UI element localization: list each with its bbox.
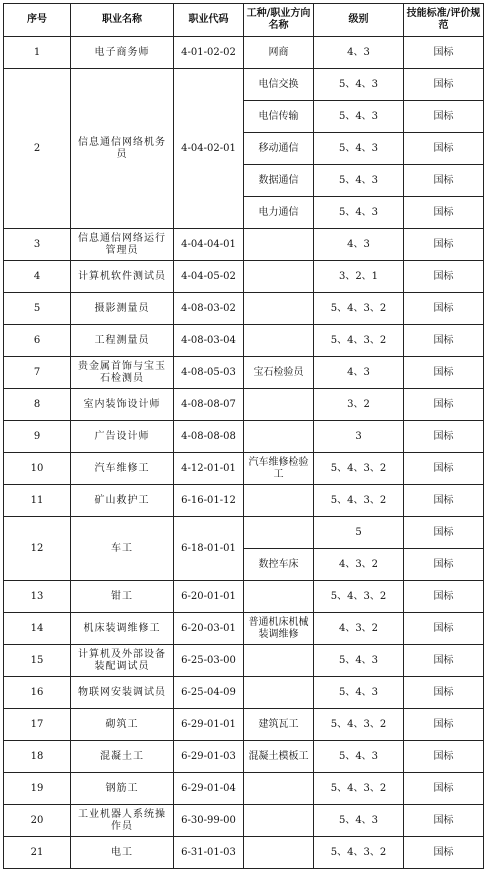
table-row xyxy=(4,293,484,325)
cell-code: 4-08-05-03 xyxy=(174,357,244,389)
cell-name: 砌筑工 xyxy=(71,709,174,741)
header-occupation-name: 职业名称 xyxy=(71,4,174,37)
cell-direction xyxy=(244,293,314,325)
cell-name: 钢筋工 xyxy=(71,773,174,805)
table-row xyxy=(4,709,484,741)
cell-code: 6-29-01-03 xyxy=(174,741,244,773)
cell-direction xyxy=(244,517,314,549)
cell-serial: 10 xyxy=(4,453,71,485)
cell-standard: 国标 xyxy=(404,837,484,869)
cell-direction xyxy=(244,229,314,261)
cell-level: 5、4、3、2 xyxy=(314,485,404,517)
cell-standard: 国标 xyxy=(404,805,484,837)
cell-level: 3 xyxy=(314,421,404,453)
cell-standard: 国标 xyxy=(404,229,484,261)
cell-standard: 国标 xyxy=(404,645,484,677)
cell-serial: 12 xyxy=(4,517,71,581)
cell-level: 5、4、3 xyxy=(314,805,404,837)
cell-serial: 4 xyxy=(4,261,71,293)
cell-code: 6-29-01-04 xyxy=(174,773,244,805)
cell-name: 工业机器人系统操作员 xyxy=(71,805,174,837)
cell-level: 5、4、3、2 xyxy=(314,293,404,325)
cell-direction: 网商 xyxy=(244,37,314,69)
cell-direction: 电信交换 xyxy=(244,69,314,101)
cell-name: 矿山救护工 xyxy=(71,485,174,517)
cell-standard: 国标 xyxy=(404,357,484,389)
cell-standard: 国标 xyxy=(404,773,484,805)
cell-standard: 国标 xyxy=(404,389,484,421)
cell-standard: 国标 xyxy=(404,293,484,325)
cell-level: 5、4、3 xyxy=(314,741,404,773)
cell-serial: 17 xyxy=(4,709,71,741)
cell-code: 6-20-01-01 xyxy=(174,581,244,613)
cell-serial: 6 xyxy=(4,325,71,357)
cell-direction xyxy=(244,837,314,869)
cell-level: 3、2、1 xyxy=(314,261,404,293)
cell-code: 6-31-01-03 xyxy=(174,837,244,869)
cell-standard: 国标 xyxy=(404,133,484,165)
table-row xyxy=(4,645,484,677)
cell-name: 混凝土工 xyxy=(71,741,174,773)
cell-name: 工程测量员 xyxy=(71,325,174,357)
cell-standard: 国标 xyxy=(404,581,484,613)
cell-serial: 8 xyxy=(4,389,71,421)
cell-level: 5、4、3 xyxy=(314,165,404,197)
cell-name: 信息通信网络运行管理员 xyxy=(71,229,174,261)
cell-standard: 国标 xyxy=(404,165,484,197)
cell-serial: 7 xyxy=(4,357,71,389)
cell-code: 4-08-08-07 xyxy=(174,389,244,421)
cell-serial: 16 xyxy=(4,677,71,709)
table-row xyxy=(4,485,484,517)
cell-name: 室内装饰设计师 xyxy=(71,389,174,421)
cell-standard: 国标 xyxy=(404,37,484,69)
header-occupation-code: 职业代码 xyxy=(174,4,244,37)
cell-name: 广告设计师 xyxy=(71,421,174,453)
cell-name: 计算机及外部设备装配调试员 xyxy=(71,645,174,677)
cell-code: 6-18-01-01 xyxy=(174,517,244,581)
table-row xyxy=(4,613,484,645)
cell-standard: 国标 xyxy=(404,421,484,453)
cell-level: 5 xyxy=(314,517,404,549)
cell-name: 汽车维修工 xyxy=(71,453,174,485)
cell-level: 5、4、3 xyxy=(314,69,404,101)
cell-level: 5、4、3 xyxy=(314,101,404,133)
cell-serial: 14 xyxy=(4,613,71,645)
cell-level: 3、2 xyxy=(314,389,404,421)
cell-direction: 宝石检验员 xyxy=(244,357,314,389)
cell-standard: 国标 xyxy=(404,485,484,517)
cell-direction xyxy=(244,581,314,613)
cell-level: 5、4、3、2 xyxy=(314,709,404,741)
cell-serial: 11 xyxy=(4,485,71,517)
cell-name: 电子商务师 xyxy=(71,37,174,69)
cell-code: 4-01-02-02 xyxy=(174,37,244,69)
cell-name: 物联网安装调试员 xyxy=(71,677,174,709)
cell-name: 电工 xyxy=(71,837,174,869)
cell-serial: 9 xyxy=(4,421,71,453)
cell-standard: 国标 xyxy=(404,741,484,773)
cell-standard: 国标 xyxy=(404,677,484,709)
cell-code: 4-12-01-01 xyxy=(174,453,244,485)
cell-code: 6-30-99-00 xyxy=(174,805,244,837)
cell-code: 6-25-04-09 xyxy=(174,677,244,709)
cell-serial: 18 xyxy=(4,741,71,773)
header-direction: 工种/职业方向名称 xyxy=(244,4,314,37)
cell-standard: 国标 xyxy=(404,197,484,229)
cell-level: 5、4、3 xyxy=(314,133,404,165)
cell-code: 4-08-03-04 xyxy=(174,325,244,357)
cell-direction xyxy=(244,389,314,421)
cell-serial: 21 xyxy=(4,837,71,869)
cell-direction xyxy=(244,645,314,677)
cell-standard: 国标 xyxy=(404,613,484,645)
cell-direction xyxy=(244,421,314,453)
cell-code: 6-29-01-01 xyxy=(174,709,244,741)
cell-level: 5、4、3、2 xyxy=(314,773,404,805)
cell-serial: 1 xyxy=(4,37,71,69)
cell-serial: 15 xyxy=(4,645,71,677)
cell-serial: 2 xyxy=(4,69,71,229)
cell-standard: 国标 xyxy=(404,69,484,101)
table-row xyxy=(4,581,484,613)
cell-direction: 电力通信 xyxy=(244,197,314,229)
header-serial: 序号 xyxy=(4,4,71,37)
cell-standard: 国标 xyxy=(404,709,484,741)
cell-name: 摄影测量员 xyxy=(71,293,174,325)
cell-direction xyxy=(244,325,314,357)
cell-level: 5、4、3、2 xyxy=(314,453,404,485)
table-header-row xyxy=(4,4,484,37)
table-row xyxy=(4,677,484,709)
cell-direction: 数控车床 xyxy=(244,549,314,581)
cell-direction: 数据通信 xyxy=(244,165,314,197)
cell-code: 4-04-05-02 xyxy=(174,261,244,293)
table-row xyxy=(4,837,484,869)
cell-standard: 国标 xyxy=(404,325,484,357)
cell-direction: 建筑瓦工 xyxy=(244,709,314,741)
cell-name: 车工 xyxy=(71,517,174,581)
cell-standard: 国标 xyxy=(404,517,484,549)
cell-direction xyxy=(244,805,314,837)
cell-level: 4、3、2 xyxy=(314,613,404,645)
header-standard: 技能标准/评价规范 xyxy=(404,4,484,37)
table-row xyxy=(4,69,484,101)
cell-direction xyxy=(244,261,314,293)
cell-level: 5、4、3、2 xyxy=(314,325,404,357)
cell-level: 5、4、3 xyxy=(314,645,404,677)
table-row xyxy=(4,453,484,485)
table-row xyxy=(4,421,484,453)
cell-code: 4-04-04-01 xyxy=(174,229,244,261)
table-row xyxy=(4,357,484,389)
cell-direction xyxy=(244,485,314,517)
table-row xyxy=(4,325,484,357)
table-row xyxy=(4,229,484,261)
table-row xyxy=(4,741,484,773)
cell-level: 5、4、3 xyxy=(314,197,404,229)
cell-serial: 13 xyxy=(4,581,71,613)
cell-direction: 电信传输 xyxy=(244,101,314,133)
cell-direction: 混凝土模板工 xyxy=(244,741,314,773)
cell-direction: 普通机床机械装调维修 xyxy=(244,613,314,645)
cell-level: 5、4、3、2 xyxy=(314,837,404,869)
cell-name: 钳工 xyxy=(71,581,174,613)
cell-name: 机床装调维修工 xyxy=(71,613,174,645)
occupation-table xyxy=(3,3,484,869)
cell-standard: 国标 xyxy=(404,549,484,581)
cell-level: 5、4、3 xyxy=(314,677,404,709)
table-row xyxy=(4,517,484,549)
cell-direction xyxy=(244,677,314,709)
cell-direction: 汽车维修检验工 xyxy=(244,453,314,485)
cell-code: 6-25-03-00 xyxy=(174,645,244,677)
cell-level: 4、3、2 xyxy=(314,549,404,581)
cell-level: 5、4、3、2 xyxy=(314,581,404,613)
table-row xyxy=(4,261,484,293)
cell-direction: 移动通信 xyxy=(244,133,314,165)
table-row xyxy=(4,37,484,69)
cell-standard: 国标 xyxy=(404,261,484,293)
cell-name: 贵金属首饰与宝玉石检测员 xyxy=(71,357,174,389)
cell-name: 计算机软件测试员 xyxy=(71,261,174,293)
cell-standard: 国标 xyxy=(404,101,484,133)
cell-serial: 5 xyxy=(4,293,71,325)
cell-level: 4、3 xyxy=(314,229,404,261)
header-level: 级别 xyxy=(314,4,404,37)
cell-serial: 3 xyxy=(4,229,71,261)
cell-code: 4-08-03-02 xyxy=(174,293,244,325)
cell-code: 6-16-01-12 xyxy=(174,485,244,517)
cell-level: 4、3 xyxy=(314,357,404,389)
cell-serial: 20 xyxy=(4,805,71,837)
cell-direction xyxy=(244,773,314,805)
cell-serial: 19 xyxy=(4,773,71,805)
table-row xyxy=(4,805,484,837)
cell-standard: 国标 xyxy=(404,453,484,485)
cell-name: 信息通信网络机务员 xyxy=(71,69,174,229)
cell-code: 6-20-03-01 xyxy=(174,613,244,645)
cell-code: 4-08-08-08 xyxy=(174,421,244,453)
table-row xyxy=(4,773,484,805)
table-row xyxy=(4,389,484,421)
cell-level: 4、3 xyxy=(314,37,404,69)
cell-code: 4-04-02-01 xyxy=(174,69,244,229)
